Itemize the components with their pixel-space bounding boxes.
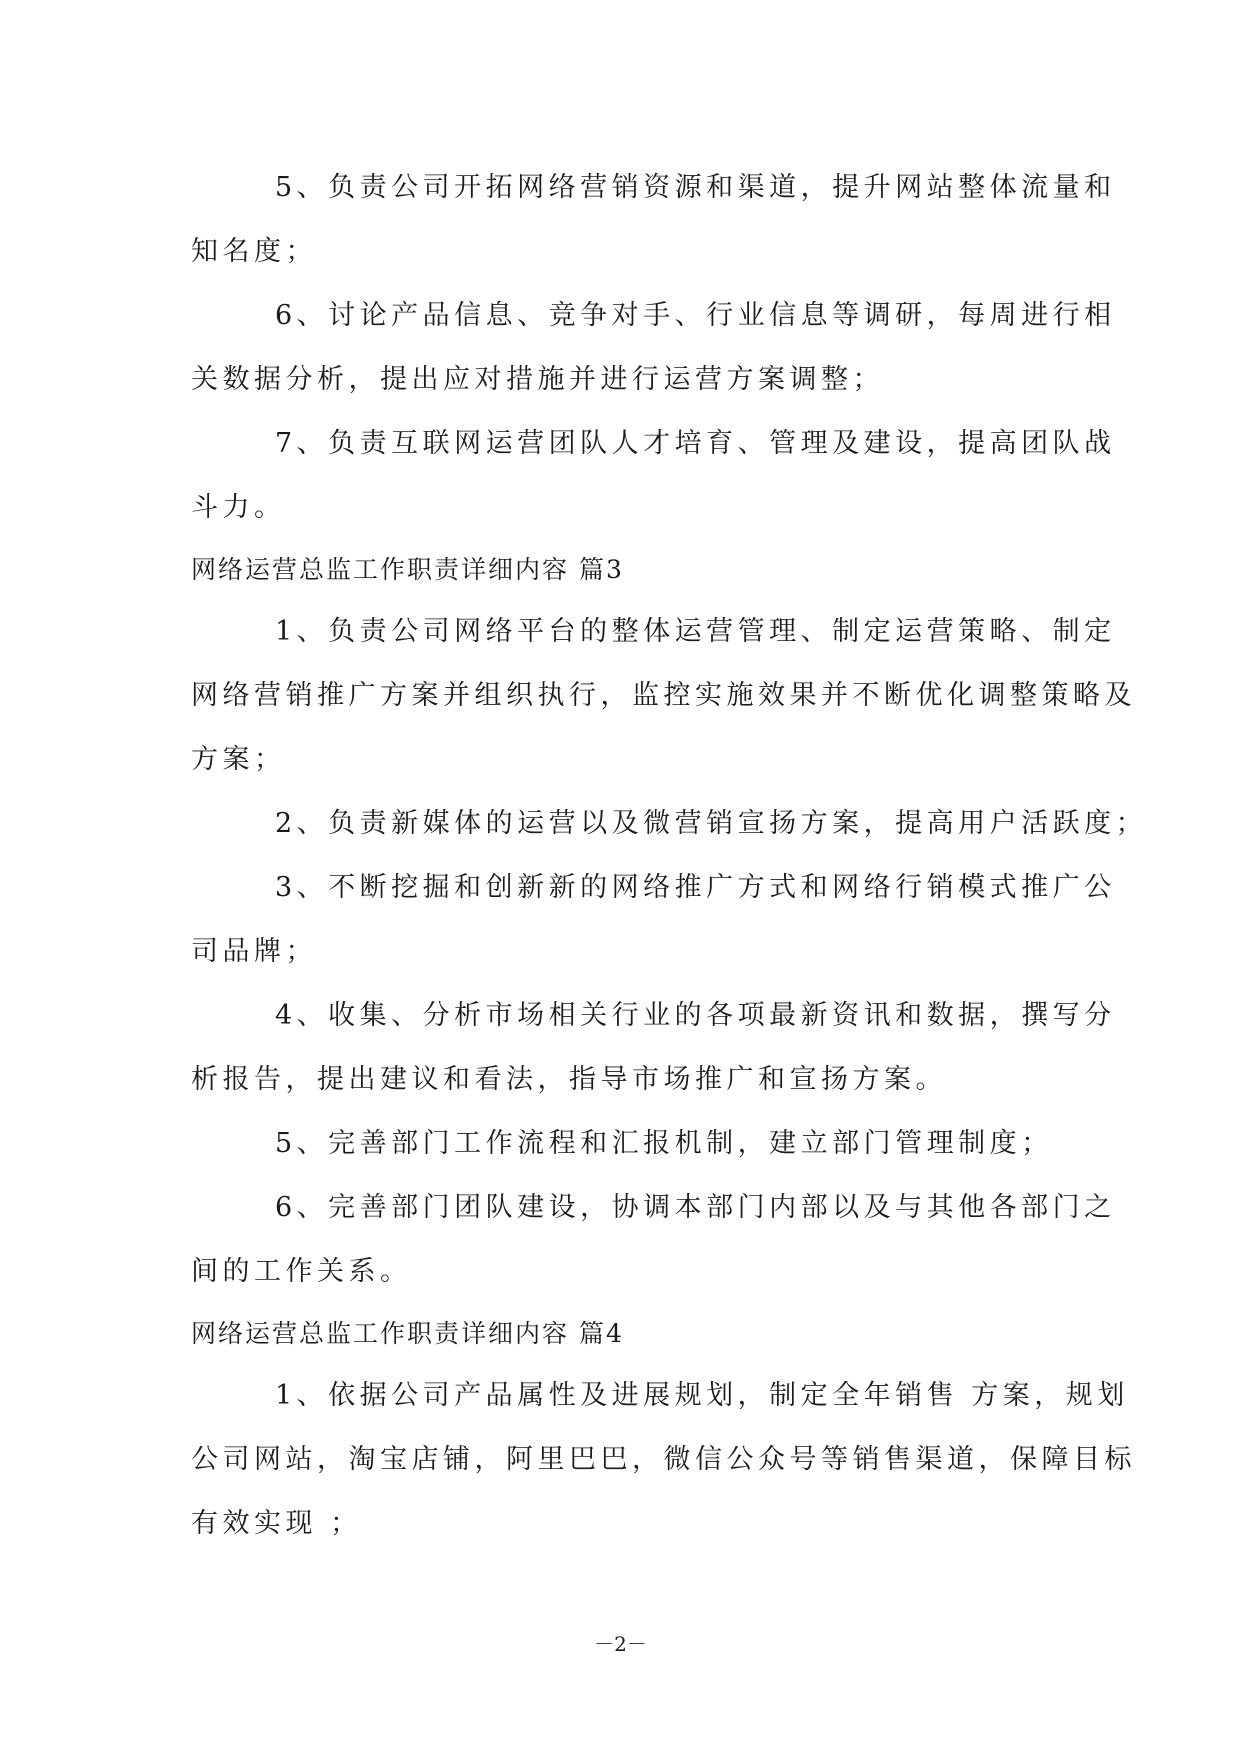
paragraph (191, 1176, 1116, 1304)
text-line: 司品牌； (191, 936, 317, 967)
text-line: 析报告，提出建议和看法，指导市场推广和宣扬方案。 (191, 1064, 947, 1095)
paragraph (191, 1364, 1136, 1556)
text-line: 5、负责公司开拓网络营销资源和渠道，提升网站整体流量和 (275, 172, 1116, 203)
text-line: 2、负责新媒体的运营以及微营销宣扬方案，提高用户活跃度； (275, 808, 1148, 839)
section-heading: 网络运营总监工作职责详细内容 篇4 (191, 1319, 624, 1348)
text-line: 1、负责公司网络平台的整体运营管理、制定运营策略、制定 (275, 616, 1116, 647)
section-heading: 网络运营总监工作职责详细内容 篇3 (191, 555, 624, 584)
text-line: 斗力。 (191, 492, 286, 523)
text-line: 网络营销推广方案并组织执行，监控实施效果并不断优化调整策略及 (191, 680, 1136, 711)
paragraph (191, 792, 1148, 856)
paragraph (191, 1112, 1053, 1176)
paragraph (191, 984, 1116, 1112)
paragraph (191, 412, 1116, 540)
text-line: 方案； (191, 744, 286, 775)
text-line: 3、不断挖掘和创新新的网络推广方式和网络行销模式推广公 (275, 872, 1116, 903)
text-line: 公司网站，淘宝店铺，阿里巴巴，微信公众号等销售渠道，保障目标 (191, 1444, 1136, 1475)
paragraph (191, 156, 1116, 284)
text-line: 6、完善部门团队建设，协调本部门内部以及与其他各部门之 (275, 1192, 1116, 1223)
text-line: 4、收集、分析市场相关行业的各项最新资讯和数据，撰写分 (275, 1000, 1116, 1031)
text-line: 知名度； (191, 236, 317, 267)
page-number: －2－ (594, 1632, 647, 1656)
document-body (191, 156, 1148, 1556)
paragraph (191, 856, 1116, 984)
paragraph (191, 284, 1116, 412)
text-line: 间的工作关系。 (191, 1256, 412, 1287)
text-line: 7、负责互联网运营团队人才培育、管理及建设，提高团队战 (275, 428, 1116, 459)
text-line: 5、完善部门工作流程和汇报机制，建立部门管理制度； (275, 1128, 1053, 1159)
text-line: 6、讨论产品信息、竞争对手、行业信息等调研，每周进行相 (275, 300, 1116, 331)
text-line: 1、依据公司产品属性及进展规划，制定全年销售 方案，规划 (275, 1380, 1129, 1411)
text-line: 有效实现 ； (191, 1508, 362, 1539)
paragraph (191, 600, 1136, 792)
text-line: 关数据分析，提出应对措施并进行运营方案调整； (191, 364, 884, 395)
